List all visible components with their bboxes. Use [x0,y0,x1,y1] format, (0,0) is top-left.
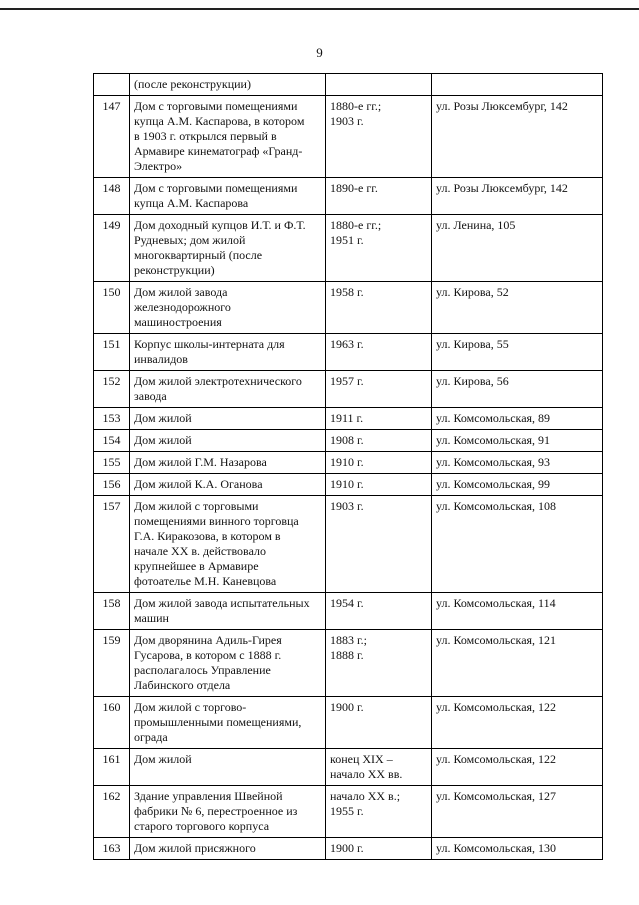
row-number: 154 [94,430,130,452]
object-name: Дом с торговыми помещениями купца А.М. Каспарова, в котором в 1903 г. открылся первый в Армавире кинематограф «Гранд- Электро» [130,96,326,178]
table-row [94,474,603,496]
table-row [94,838,603,860]
object-address: ул. Комсомольская, 127 [432,786,603,838]
construction-date: 1880-е гг.; 1951 г. [326,215,432,282]
object-address: ул. Ленина, 105 [432,215,603,282]
object-address: ул. Комсомольская, 91 [432,430,603,452]
object-name: (после реконструкции) [130,74,326,96]
table-row [94,749,603,786]
object-name: Дом жилой [130,749,326,786]
row-number: 147 [94,96,130,178]
object-name: Дом жилой с торговыми помещениями винного торговца Г.А. Киракозова, в котором в начале XX в. действовало крупнейшее в Армавире фотоателье М.Н. Каневцова [130,496,326,593]
top-rule [0,8,639,10]
object-address: ул. Кирова, 55 [432,334,603,371]
construction-date: 1890-е гг. [326,178,432,215]
row-number: 157 [94,496,130,593]
object-name: Дом жилой Г.М. Назарова [130,452,326,474]
table-row [94,282,603,334]
row-number: 156 [94,474,130,496]
object-address: ул. Розы Люксембург, 142 [432,96,603,178]
row-number: 159 [94,630,130,697]
object-name: Дом с торговыми помещениями купца А.М. Каспарова [130,178,326,215]
row-number: 155 [94,452,130,474]
heritage-register-table [93,73,603,860]
construction-date: начало XX в.; 1955 г. [326,786,432,838]
construction-date: 1954 г. [326,593,432,630]
construction-date: 1880-е гг.; 1903 г. [326,96,432,178]
table-row [94,408,603,430]
object-address: ул. Комсомольская, 121 [432,630,603,697]
table-row [94,786,603,838]
construction-date: 1910 г. [326,452,432,474]
page-number: 9 [316,45,323,60]
table-row [94,452,603,474]
object-address: ул. Комсомольская, 99 [432,474,603,496]
object-address [432,74,603,96]
object-address: ул. Комсомольская, 89 [432,408,603,430]
construction-date: 1958 г. [326,282,432,334]
row-number: 158 [94,593,130,630]
object-address: ул. Кирова, 52 [432,282,603,334]
object-address: ул. Кирова, 56 [432,371,603,408]
object-name: Дом дворянина Адиль-Гирея Гусарова, в котором с 1888 г. располагалось Управление Лабинского отдела [130,630,326,697]
table-row [94,630,603,697]
row-number: 152 [94,371,130,408]
construction-date: 1911 г. [326,408,432,430]
table-row [94,697,603,749]
table-row [94,74,603,96]
object-address: ул. Комсомольская, 108 [432,496,603,593]
object-name: Дом жилой присяжного [130,838,326,860]
object-address: ул. Комсомольская, 114 [432,593,603,630]
row-number: 150 [94,282,130,334]
object-name: Дом жилой с торгово- промышленными помещениями, ограда [130,697,326,749]
object-address: ул. Комсомольская, 122 [432,697,603,749]
construction-date: конец XIX – начало XX вв. [326,749,432,786]
construction-date [326,74,432,96]
object-name: Дом жилой [130,430,326,452]
table-row [94,430,603,452]
row-number: 161 [94,749,130,786]
object-name: Здание управления Швейной фабрики № 6, перестроенное из старого торгового корпуса [130,786,326,838]
table-row [94,593,603,630]
construction-date: 1908 г. [326,430,432,452]
object-name: Дом доходный купцов И.Т. и Ф.Т. Рудневых; дом жилой многоквартирный (после реконструкции) [130,215,326,282]
row-number: 149 [94,215,130,282]
object-address: ул. Комсомольская, 93 [432,452,603,474]
object-name: Дом жилой завода железнодорожного машиностроения [130,282,326,334]
row-number: 153 [94,408,130,430]
object-name: Дом жилой завода испытательных машин [130,593,326,630]
construction-date: 1903 г. [326,496,432,593]
row-number: 148 [94,178,130,215]
table-row [94,178,603,215]
object-name: Дом жилой К.А. Оганова [130,474,326,496]
table-row [94,371,603,408]
row-number [94,74,130,96]
object-address: ул. Розы Люксембург, 142 [432,178,603,215]
row-number: 163 [94,838,130,860]
construction-date: 1963 г. [326,334,432,371]
object-address: ул. Комсомольская, 130 [432,838,603,860]
construction-date: 1910 г. [326,474,432,496]
construction-date: 1883 г.; 1888 г. [326,630,432,697]
construction-date: 1900 г. [326,838,432,860]
table-row [94,334,603,371]
object-name: Дом жилой [130,408,326,430]
row-number: 151 [94,334,130,371]
register-body [94,74,603,860]
object-address: ул. Комсомольская, 122 [432,749,603,786]
table-row [94,496,603,593]
object-name: Дом жилой электротехнического завода [130,371,326,408]
row-number: 160 [94,697,130,749]
table-row [94,215,603,282]
construction-date: 1957 г. [326,371,432,408]
row-number: 162 [94,786,130,838]
object-name: Корпус школы-интерната для инвалидов [130,334,326,371]
table-row [94,96,603,178]
construction-date: 1900 г. [326,697,432,749]
